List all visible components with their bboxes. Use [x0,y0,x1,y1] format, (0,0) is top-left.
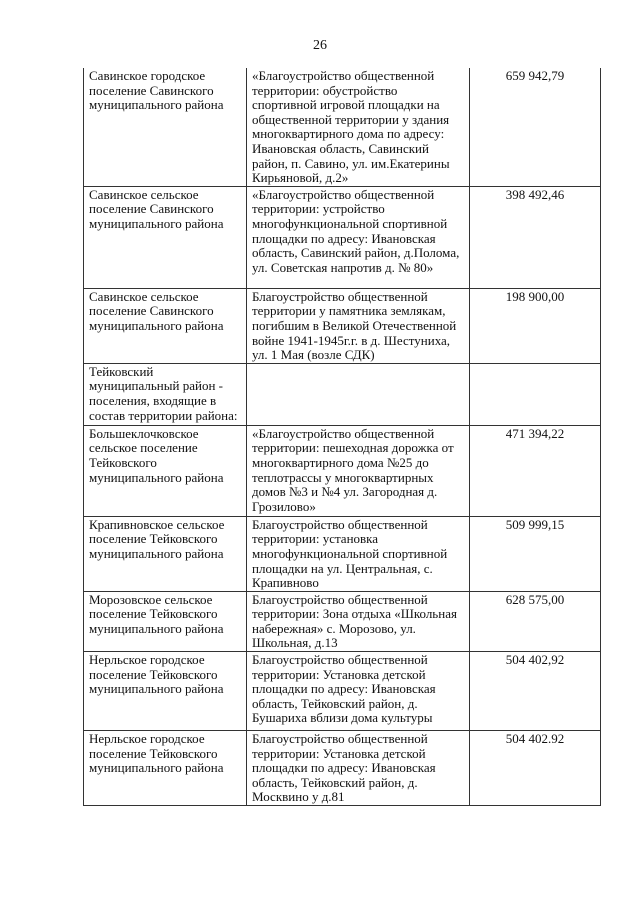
municipality-cell-line: муниципального района [89,469,224,485]
project-cell-line: Бушариха вблизи дома культуры [252,710,433,726]
project-cell [247,288,470,363]
municipality-cell-line: поселение Тейковского [89,745,218,761]
municipality-cell-line: Нерльское городское [89,731,205,747]
municipality-cell-line: поселение Савинского [89,303,214,319]
project-cell-line: область, Тейковский район, д. [252,774,418,790]
project-cell-line: Благоустройство общественной [252,731,428,747]
project-cell-line: «Благоустройство общественной [252,186,435,202]
municipality-cell [84,288,247,363]
amount-cell-line: 659 942,79 [505,68,565,83]
project-cell-line: «Благоустройство общественной [252,425,435,441]
project-cell-line: теплотрассы у многоквартирных [252,469,434,485]
project-cell-line: Школьная, д.13 [252,635,338,651]
amount-cell-line: 509 999,15 [505,516,565,532]
municipality-cell-line: муниципального района [89,760,224,776]
page-number: 26 [313,38,327,53]
amount-cell [470,363,601,425]
project-cell-line: ул. Советская напротив д. № 80» [252,259,434,275]
municipality-cell-line: поселение Тейковского [89,606,218,622]
amount-cell-line: 504 402,92 [505,652,565,668]
table-row [84,425,601,516]
project-cell-line: Ивановская область, Савинский [252,140,429,156]
municipality-cell-line: поселение Тейковского [89,531,218,547]
project-cell-line: ул. 1 Мая (возле СДК) [252,347,375,363]
municipality-cell-line: Савинское городское [89,68,206,83]
table-row [84,68,601,186]
project-cell-line: домов №3 и №4 ул. Загородная д. [252,484,438,500]
municipality-cell-line: состав территории района: [89,407,238,423]
table-row [84,731,601,806]
project-cell-line: Грозилово» [252,498,316,514]
amount-cell [470,68,601,186]
municipality-cell-line: сельское поселение [89,440,198,456]
project-cell-line: погибшим в Великой Отечественной [252,317,457,333]
municipality-cell-line: муниципального района [89,97,224,113]
municipality-cell-line: поселения, входящие в [89,392,217,408]
municipality-cell [84,186,247,288]
municipality-cell [84,591,247,651]
project-cell-line: область, Савинский район, д.Полома, [252,245,460,261]
amount-cell [470,591,601,651]
project-cell-line: территории: Зона отдыха «Школьная [252,606,457,622]
municipality-cell-line: поселение Савинского [89,201,214,217]
project-cell-line: территории: установка [252,531,379,547]
project-cell-line: область, Тейковский район, д. [252,695,418,711]
amount-cell [470,731,601,806]
project-cell-line: общественной территории у здания [252,111,450,127]
project-cell-line: площадки на ул. Центральная, с. [252,560,433,576]
municipality-cell-line: муниципального района [89,215,224,231]
amount-cell [470,652,601,731]
project-cell-line: спортивной игровой площадки на [252,97,440,113]
municipality-cell-line: Морозовское сельское [89,591,213,607]
table-row [84,363,601,425]
table-row [84,591,601,651]
municipality-cell-line: Большеклочковское [89,425,199,441]
project-cell [247,652,470,731]
amount-cell-line: 198 900,00 [505,288,565,304]
amount-cell [470,186,601,288]
municipality-cell [84,425,247,516]
amount-cell [470,516,601,591]
municipality-cell-line: Нерльское городское [89,652,205,668]
project-cell-line: Благоустройство общественной [252,288,428,304]
municipality-cell [84,731,247,806]
project-cell-line: многофункциональной спортивной [252,215,448,231]
amount-cell [470,288,601,363]
project-cell [247,186,470,288]
project-cell-line: территории: Установка детской [252,666,426,682]
project-cell [247,591,470,651]
amount-cell-line: 398 492,46 [505,186,565,202]
project-cell-line: территории: устройство [252,201,385,217]
table-row [84,288,601,363]
amount-cell-line: 504 402.92 [505,731,565,747]
project-cell-line: «Благоустройство общественной [252,68,435,83]
table-row [84,652,601,731]
project-cell-line: Благоустройство общественной [252,591,428,607]
project-cell-line: Москвино у д.81 [252,789,345,805]
municipality-cell-line: муниципального района [89,620,224,636]
municipality-cell [84,68,247,186]
municipality-cell-line: Тейковский [89,363,154,379]
municipality-cell-line: Тейковского [89,454,157,470]
project-cell-line: Кирьяновой, д.2» [252,170,349,186]
project-cell-line: площадки по адресу: Ивановская [252,230,436,246]
project-cell-line: Крапивново [252,575,319,591]
amount-cell-line: 471 394,22 [505,425,565,441]
municipality-cell [84,652,247,731]
project-cell-line: многоквартирного дома по адресу: [252,126,445,142]
municipality-cell-line: муниципального района [89,545,224,561]
municipality-cell-line: поселение Савинского [89,82,214,98]
project-cell-line: набережная» с. Морозово, ул. [252,620,416,636]
project-cell-line: территории: обустройство [252,82,398,98]
municipality-cell-line: Савинское сельское [89,186,199,202]
project-cell [247,68,470,186]
amount-cell [470,425,601,516]
table-row [84,186,601,288]
municipality-cell-line: муниципального района [89,681,224,697]
municipality-cell-line: Савинское сельское [89,288,199,304]
municipality-cell-line: поселение Тейковского [89,666,218,682]
municipality-cell [84,363,247,425]
municipality-cell [84,516,247,591]
project-cell-line: Благоустройство общественной [252,652,428,668]
municipality-cell-line: муниципальный район - [89,378,223,394]
project-cell-line: площадки по адресу: Ивановская [252,681,436,697]
project-cell-line: площадки по адресу: Ивановская [252,760,436,776]
project-cell-line: Благоустройство общественной [252,516,428,532]
projects-table [83,68,601,806]
project-cell-line: войне 1941-1945г.г. в д. Шестуниха, [252,332,451,348]
project-cell [247,363,470,425]
project-cell-line: многофункциональной спортивной [252,545,448,561]
project-cell-line: район, п. Савино, ул. им.Екатерины [252,155,450,171]
municipality-cell-line: Крапивновское сельское [89,516,225,532]
project-cell-line: территории у памятника землякам, [252,303,446,319]
municipality-cell-line: муниципального района [89,317,224,333]
project-cell [247,516,470,591]
project-cell-line: территории: Установка детской [252,745,426,761]
table-row [84,516,601,591]
project-cell-line: многоквартирного дома №25 до [252,454,429,470]
project-cell-line: территории: пешеходная дорожка от [252,440,454,456]
amount-cell-line: 628 575,00 [505,591,565,607]
project-cell [247,731,470,806]
project-cell [247,425,470,516]
projects-table-body [84,68,601,806]
